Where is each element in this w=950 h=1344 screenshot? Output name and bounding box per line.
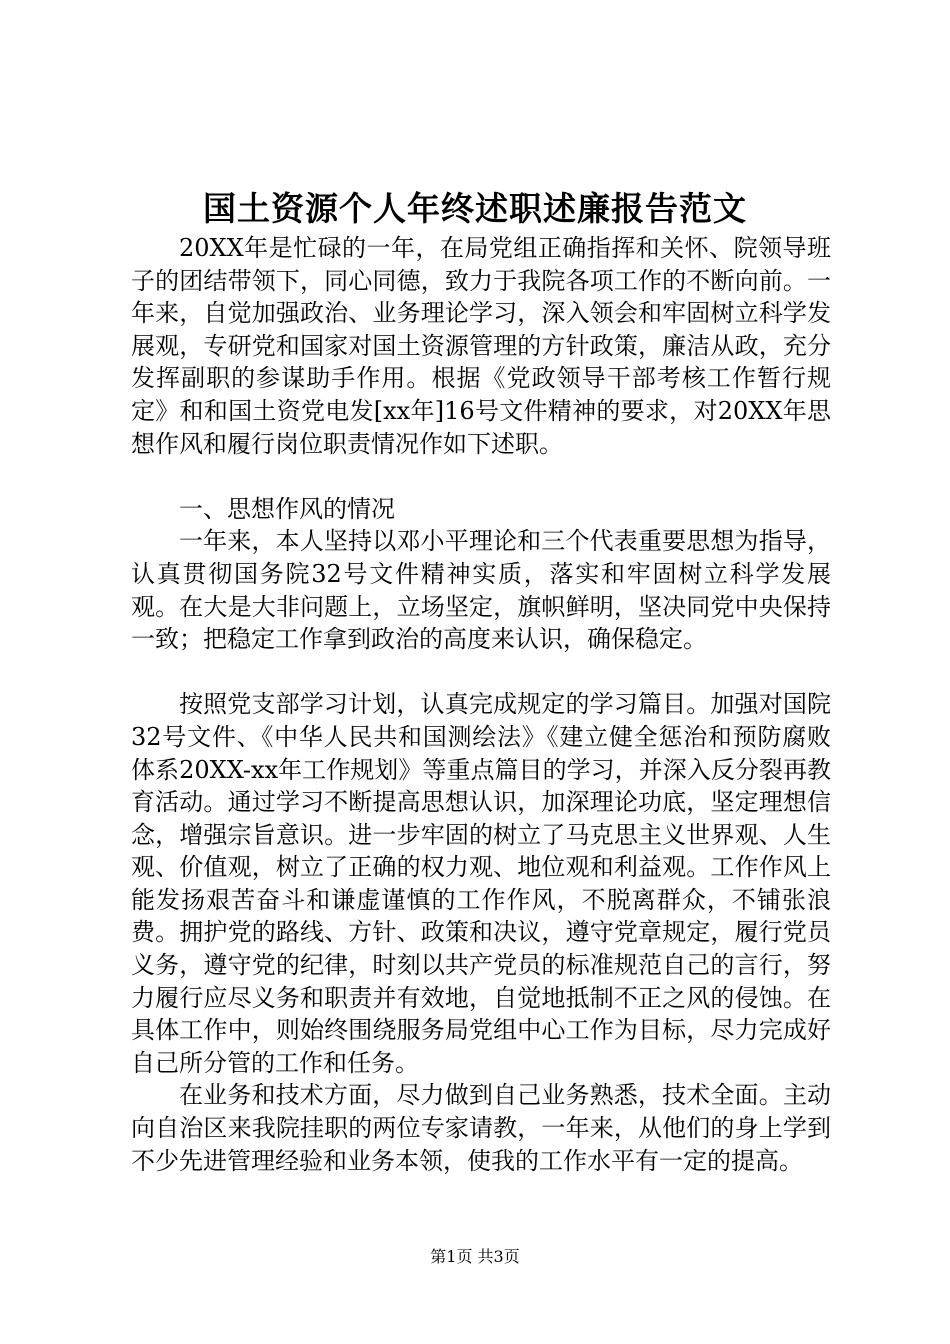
document-body — [131, 232, 831, 1177]
document-title: 国土资源个人年终述职述廉报告范文 — [203, 189, 747, 228]
paragraph-intro: 20XX年是忙碌的一年，在局党组正确指挥和关怀、院领导班子的团结带领下，同心同德，致力于我院各项工作的不断向前。一年来，自觉加强政治、业务理论学习，深入领会和牢固树立科学发展观，专研党和国家对国土资源管理的方针政策，廉洁从政，充分发挥副职的参谋助手作用。根据《党政领导干部考核工作暂行规定》和和国土资党电发[xx年]16号文件精神的要求，对20XX年思想作风和履行岗位职责情况作如下述职。 — [131, 234, 831, 458]
paragraph-study: 按照党支部学习计划，认真完成规定的学习篇目。加强对国院32号文件、《中华人民共和国测绘法》《建立健全惩治和预防腐败体系20XX-xx年工作规划》等重点篇目的学习，并深入反分裂再教育活动。通过学习不断提高思想认识，加深理论功底，坚定理想信念，增强宗旨意识。进一步牢固的树立了马克思主义世界观、人生观、价值观，树立了正确的权力观、地位观和利益观。工作作风上能发扬艰苦奋斗和谦虚谨慎的工作作风，不脱离群众，不铺张浪费。拥护党的路线、方针、政策和决议，遵守党章规定，履行党员义务，遵守党的纪律，时刻以共产党员的标准规范自己的言行，努力履行应尽义务和职责并有效地，自觉地抵制不正之风的侵蚀。在具体工作中，则始终围绕服务局党组中心工作为目标，尽力完成好自己所分管的工作和任务。 — [131, 690, 831, 1077]
paragraph-ideology: 一年来，本人坚持以邓小平理论和三个代表重要思想为指导，认真贯彻国务院32号文件精神实质，落实和牢固树立科学发展观。在大是大非问题上，立场坚定，旗帜鲜明，坚决同党中央保持一致；把稳定工作拿到政治的高度来认识，确保稳定。 — [131, 527, 831, 654]
page-footer: 第1页 共3页 — [430, 1247, 520, 1266]
section-heading: 一、思想作风的情况 — [179, 494, 395, 523]
paragraph-technical: 在业务和技术方面，尽力做到自己业务熟悉，技术全面。主动向自治区来我院挂职的两位专家请教，一年来，从他们的身上学到不少先进管理经验和业务本领，使我的工作水平有一定的提高。 — [131, 1081, 831, 1175]
